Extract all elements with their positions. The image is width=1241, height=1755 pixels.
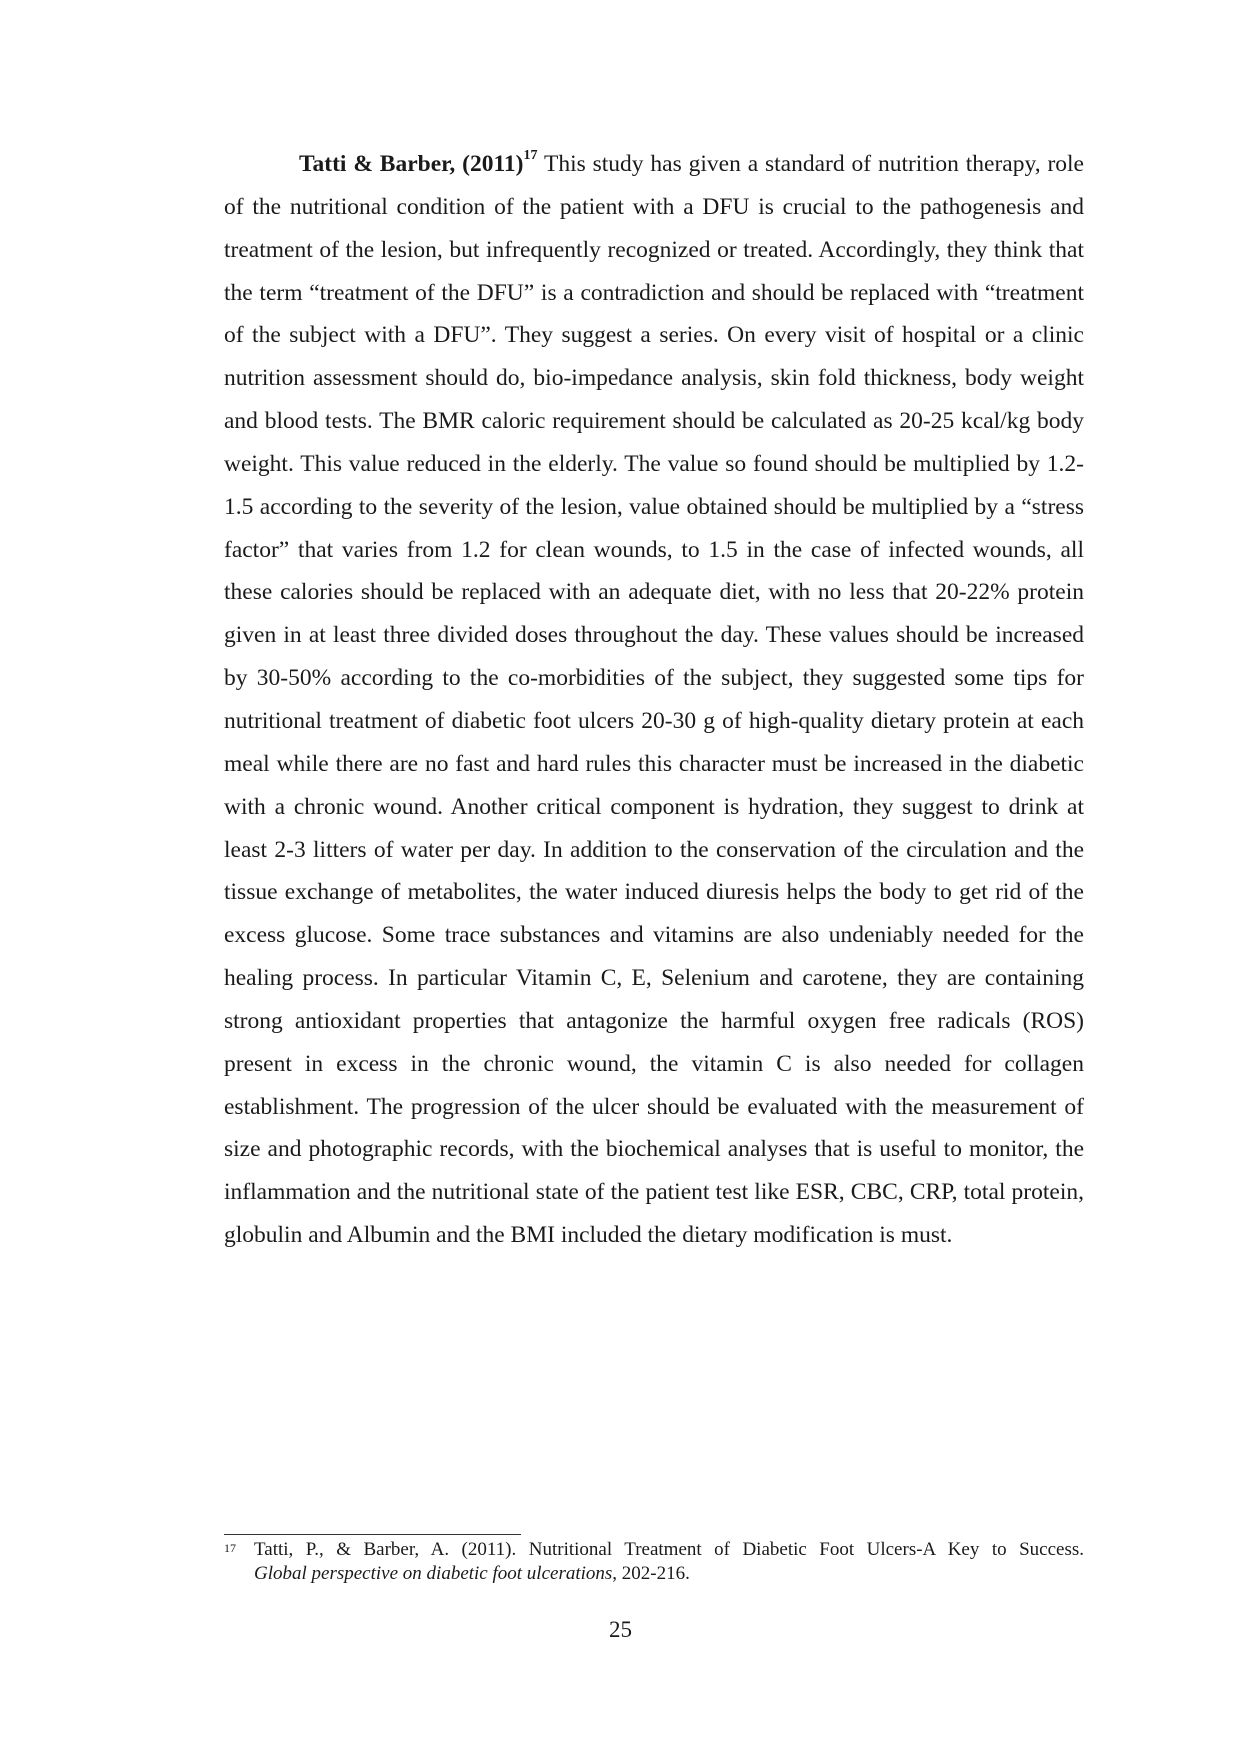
footnote-reference-text: Tatti, P., & Barber, A. (2011). Nutritional Treatment of Diabetic Foot Ulcers-A Key to Success. [254, 1539, 1084, 1560]
citation-lead: Tatti & Barber, (2011) [299, 151, 524, 177]
footnote-source [254, 1562, 1084, 1586]
footnote-journal: Global perspective on diabetic foot ulcerations [254, 1563, 613, 1584]
footnote [224, 1538, 1084, 1586]
body-paragraph [224, 143, 1084, 1257]
footnote-pages: , 202-216. [612, 1563, 690, 1584]
paragraph-text: This study has given a standard of nutrition therapy, role of the nutritional condition of the patient with a DFU is crucial to the pathogenesis and treatment of the lesion, but infrequently recognized or treated. Accordingly, they think that the term “treatment of the DFU” is a contradiction and should be replaced with “treatment of the subject with a DFU”. They suggest a series. On every visit of hospital or a clinic nutrition assessment should do, bio-impedance analysis, skin fold thickness, body weight and blood tests. The BMR caloric requirement should be calculated as 20-25 kcal/kg body weight. This value reduced in the elderly. The value so found should be multiplied by 1.2-1.5 according to the severity of the lesion, value obtained should be multiplied by a “stress factor” that varies from 1.2 for clean wounds, to 1.5 in the case of infected wounds, all these calories should be replaced with an adequate diet, with no less that 20-22% protein given in at least three divided doses throughout the day. These values should be increased by 30-50% according to the co-morbidities of the subject, they suggested some tips for nutritional treatment of diabetic foot ulcers 20-30 g of high-quality dietary protein at each meal while there are no fast and hard rules this character must be increased in the diabetic with a chronic wound. Another critical component is hydration, they suggest to drink at least 2-3 litters of water per day. In addition to the conservation of the circulation and the tissue exchange of metabolites, the water induced diuresis helps the body to get rid of the excess glucose. Some trace substances and vitamins are also undeniably needed for the healing process. In particular Vitamin C, E, Selenium and carotene, they are containing strong antioxidant properties that antagonize the harmful oxygen free radicals (ROS) present in excess in the chronic wound, the vitamin C is also needed for collagen establishment. The progression of the ulcer should be evaluated with the measurement of size and photographic records, with the biochemical analyses that is useful to monitor, the inflammation and the nutritional state of the patient test like ESR, CBC, CRP, total protein, globulin and Albumin and the BMI included the dietary modification is must. [224, 151, 1084, 1249]
footnote-body [254, 1538, 1084, 1586]
page-number: 25 [609, 1617, 632, 1642]
footnote-separator [224, 1534, 521, 1535]
footnote-marker: 17 [224, 1541, 236, 1555]
footnote-reference[interactable]: 17 [523, 148, 538, 163]
